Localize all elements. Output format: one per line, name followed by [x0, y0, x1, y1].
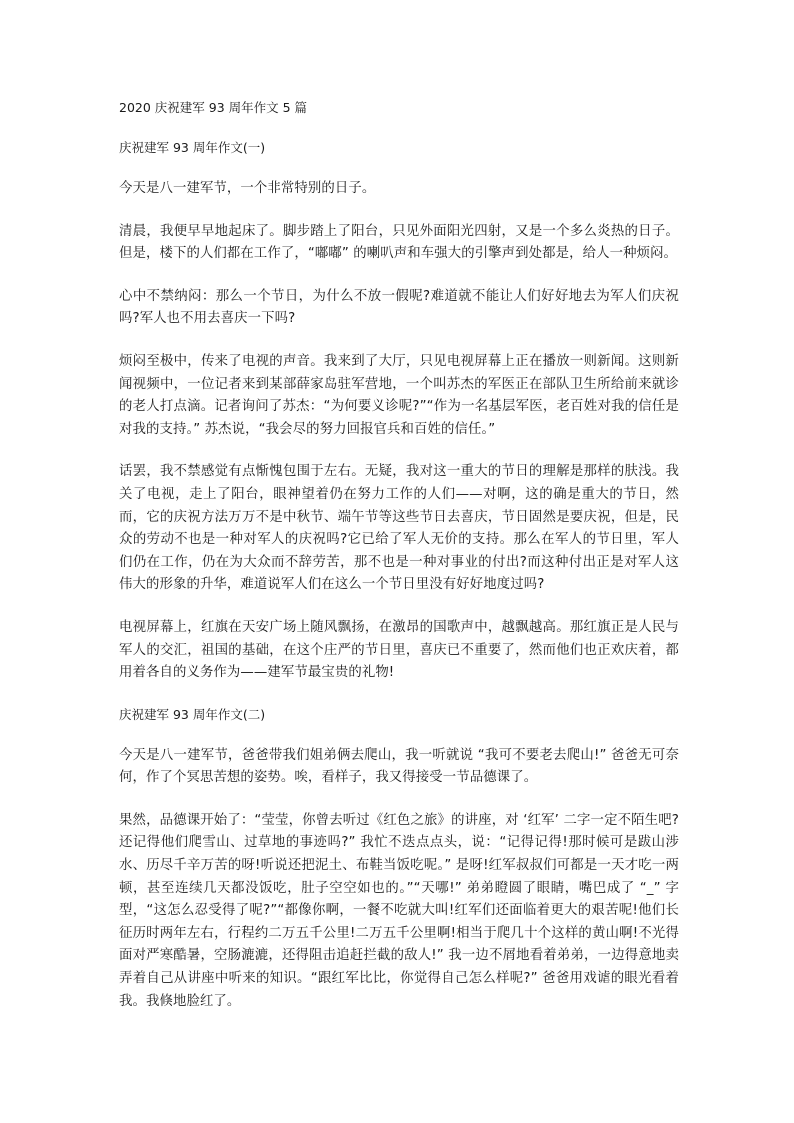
section-heading: 庆祝建军 93 周年作文(二) [119, 706, 266, 722]
paragraph: 烦闷至极中，传来了电视的声音。我来到了大厅，只见电视屏幕上正在播放一则新闻。这则新闻视频中，一位记者来到某部薛家岛驻军营地，一个叫苏杰的军医正在部队卫生所给前来就诊的老人打点滴。记者询问了苏杰：“为何要义诊呢?”“作为一名基层军医，老百姓对我的信任是对我的支持。” 苏杰说，“我会尽的努力回报官兵和百姓的信任。” [119, 353, 679, 437]
document-title: 2020 庆祝建军 93 周年作文 5 篇 [119, 100, 308, 115]
section-heading: 庆祝建军 93 周年作文(一) [119, 140, 266, 155]
essay-section-1 [119, 138, 679, 685]
document-page [119, 98, 679, 1033]
paragraph: 心中不禁纳闷：那么一个节日，为什么不放一假呢?难道就不能让人们好好地去为军人们庆祝吗?军人也不用去喜庆一下吗? [119, 288, 679, 327]
paragraph: 话罢，我不禁感觉有点惭愧包围于左右。无疑，我对这一重大的节日的理解是那样的肤浅。我关了电视，走上了阳台，眼神望着仍在努力工作的人们——对啊，这的确是重大的节日，然而，它的庆祝方法万万不是中秋节、端午节等这些节日去喜庆，节日固然是要庆祝，但是，民众的劳动不也是一种对军人的庆祝吗?它已给了军人无价的支持。那么在军人的节日里，军人们仍在工作，仍在为大众而不辞劳苦，那不也是一种对事业的付出?而这种付出正是对军人这伟大的形象的升华，难道说军人们在这么一个节日里没有好好地度过吗? [119, 464, 679, 593]
paragraph: 果然，品德课开始了：“莹莹，你曾去听过《红色之旅》的讲座，对 ‘红军’ 二字一定不陌生吧?还记得他们爬雪山、过草地的事迹吗?” 我忙不迭点点头，说：“记得记得!那时候可是跋山涉水、历尽千辛万苦的呀!听说还把泥土、布鞋当饭吃呢。” 是呀!红军叔叔们可都是一天才吃一两顿，甚至连续几天都没饭吃，肚子空空如也的。”“天哪!” 弟弟瞪圆了眼睛，嘴巴成了 “_” 字型，“这怎么忍受得了呢?”“都像你啊，一餐不吃就大叫!红军们还面临着更大的艰苦呢!他们长征历时两年左右，行程约二万五千公里!二万五千公里啊!相当于爬几十个这样的黄山啊!不光得面对严寒酷暑，空肠漉漉，还得阻击追赶拦截的敌人!” 我一边不屑地看着弟弟，一边得意地卖弄着自己从讲座中听来的知识。“跟红军比比，你觉得自己怎么样呢?” 爸爸用戏谑的眼光看着我。我倏地脸红了。 [119, 812, 679, 1009]
paragraph: 今天是八一建军节，爸爸带我们姐弟俩去爬山，我一听就说 “我可不要老去爬山!” 爸爸无可奈何，作了个冥思苦想的姿势。唉，看样子，我又得接受一节品德课了。 [119, 747, 679, 786]
paragraph: 今天是八一建军节，一个非常特别的日子。 [119, 181, 376, 196]
paragraph: 清晨，我便早早地起床了。脚步踏上了阳台，只见外面阳光四射，又是一个多么炎热的日子。但是，楼下的人们都在工作了，“嘟嘟” 的喇叭声和车强大的引擎声到处都是，给人一种烦闷。 [119, 223, 679, 262]
paragraph: 电视屏幕上，红旗在天安广场上随风飘扬，在激昂的国歌声中，越飘越高。那红旗正是人民与军人的交汇，祖国的基础，在这个庄严的节日里，喜庆已不重要了，然而他们也正欢庆着，都用着各自的义务作为——建军节最宝贵的礼物! [119, 619, 679, 681]
essay-section-2 [119, 705, 679, 1014]
